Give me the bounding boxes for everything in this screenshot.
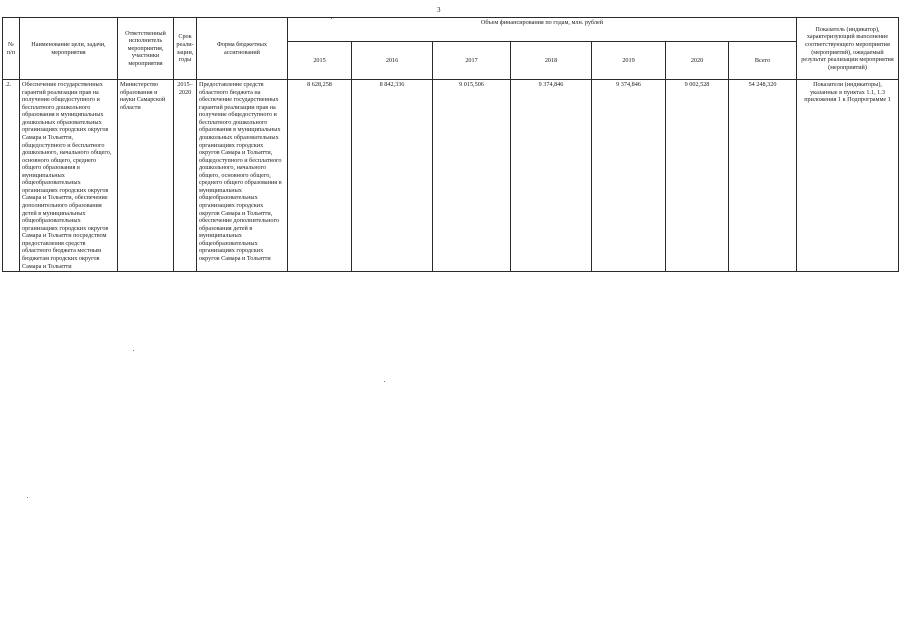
header-funding: Объем финансирования по годам, млн. рублей — [288, 18, 797, 42]
row-value-2015: 8 628,258 — [288, 80, 352, 272]
header-year-2020: 2020 — [666, 42, 729, 80]
scan-speck — [331, 18, 332, 19]
row-number: .2. — [3, 80, 20, 272]
funding-table — [2, 17, 899, 272]
header-year-2016: 2016 — [352, 42, 433, 80]
row-value-2017: 9 015,506 — [433, 80, 511, 272]
header-executor: Ответственный исполнитель мероприятия, участники мероприятия — [118, 18, 174, 80]
row-value-2020: 9 002,528 — [666, 80, 729, 272]
header-year-2017: 2017 — [433, 42, 511, 80]
header-year-total: Всего — [729, 42, 797, 80]
row-goal: Обеспечение государственных гарантий реализации прав на получение общедоступного и бесплатного дошкольного образования в муниципальных дошкольных образовательных организациях городских округов Самара и Тольятти, общедоступного и бесплатного дошкольного, начального общего, основного общего, среднего общего образования в муниципальных общеобразовательных организациях городских округов Самара и Тольятти, обеспечение дополнительного образования детей в муниципальных общеобразовательных организациях городских округов Самара и Тольятти посредством предоставления средств областного бюджета местным бюджетам городских округов Самара и Тольятти — [20, 80, 118, 272]
header-form: Форма бюджетных ассигнований — [197, 18, 288, 80]
row-indicator: Показатели (индикаторы), указанные в пунктах 1.1, 1.3 приложения 1 к Подпрограмме 1 — [797, 80, 899, 272]
header-goal: Наименование цели, задачи, мероприятия — [20, 18, 118, 80]
scan-speck — [27, 497, 28, 498]
header-year-2019: 2019 — [592, 42, 666, 80]
header-indicator: Показатель (индикатор), характеризующий выполнение соответствующего мероприятия (мероприятий), ожидаемый результат реализации мероприятия (мероприятий) — [797, 18, 899, 80]
row-value-2016: 8 842,336 — [352, 80, 433, 272]
header-term: Срок реали-зации, годы — [174, 18, 197, 80]
header-year-2018: 2018 — [511, 42, 592, 80]
scan-speck — [384, 381, 385, 382]
scan-speck — [133, 350, 134, 351]
row-term: 2015–2020 — [174, 80, 197, 272]
row-executor: Министерство образования и науки Самарской области — [118, 80, 174, 272]
row-value-2019: 9 374,846 — [592, 80, 666, 272]
page-number: 3 — [437, 6, 441, 14]
header-number: № п/п — [3, 18, 20, 80]
table-row — [3, 80, 899, 272]
row-value-2018: 9 374,846 — [511, 80, 592, 272]
header-year-2015: 2015 — [288, 42, 352, 80]
row-form: Предоставление средств областного бюджета на обеспечение государственных гарантий реализации прав на получение общедоступного и бесплатного дошкольного образования в муниципальных дошкольных образовательных организациях городских округов Самара и Тольятти, общедоступного и бесплатного дошкольного, начального общего, основного общего, среднего общего образования в муниципальных общеобразовательных организациях городских округов Самара и Тольятти, обеспечение дополнительного образования детей в муниципальных общеобразовательных организациях городских округов Самара и Тольятти — [197, 80, 288, 272]
row-value-total: 54 248,320 — [729, 80, 797, 272]
